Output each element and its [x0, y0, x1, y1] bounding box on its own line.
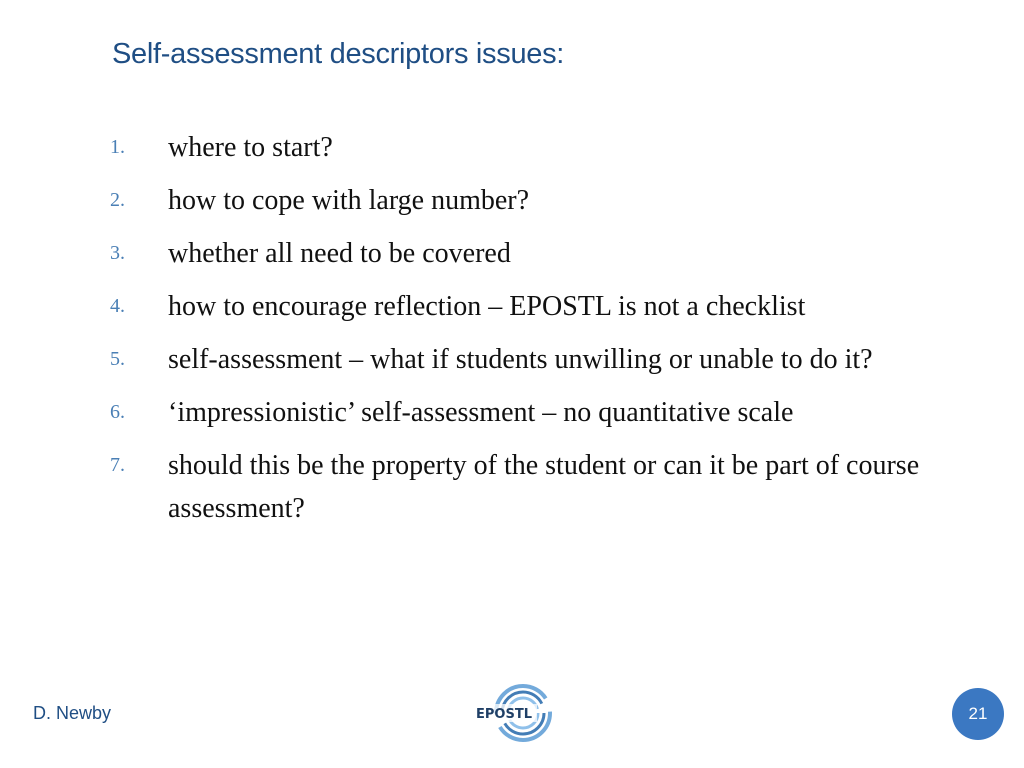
list-item-number: 7.	[110, 454, 125, 476]
list-item-text: how to encourage reflection – EPOSTL is not a checklist	[168, 291, 806, 322]
list-item-number: 2.	[110, 189, 125, 211]
list-item	[110, 338, 990, 381]
list-item-number: 5.	[110, 348, 125, 370]
list-item	[110, 126, 990, 169]
list-item-text: self-assessment – what if students unwilling or unable to do it?	[168, 344, 873, 375]
list-item	[110, 444, 990, 530]
logo-wordmark: EPOSTL	[476, 707, 532, 722]
list-item	[110, 285, 990, 328]
list-item	[110, 391, 990, 434]
list-item-number: 4.	[110, 295, 125, 317]
list-item-text: ‘impressionistic’ self-assessment – no quantitative scale	[168, 397, 794, 428]
list-item-text: where to start?	[168, 132, 333, 163]
list-item	[110, 232, 990, 275]
list-item-text: whether all need to be covered	[168, 238, 511, 269]
epostl-logo-icon	[471, 683, 557, 745]
page-number-badge: 21	[952, 688, 1004, 740]
issues-list	[110, 126, 990, 540]
list-item-number: 1.	[110, 136, 125, 158]
list-item-text: should this be the property of the student or can it be part of course assessment?	[168, 450, 920, 524]
list-item-number: 3.	[110, 242, 125, 264]
footer-author: D. Newby	[33, 703, 112, 723]
list-item-text: how to cope with large number?	[168, 185, 530, 216]
list-item-number: 6.	[110, 401, 125, 423]
slide-title: Self-assessment descriptors issues:	[112, 38, 565, 70]
list-item	[110, 179, 990, 222]
